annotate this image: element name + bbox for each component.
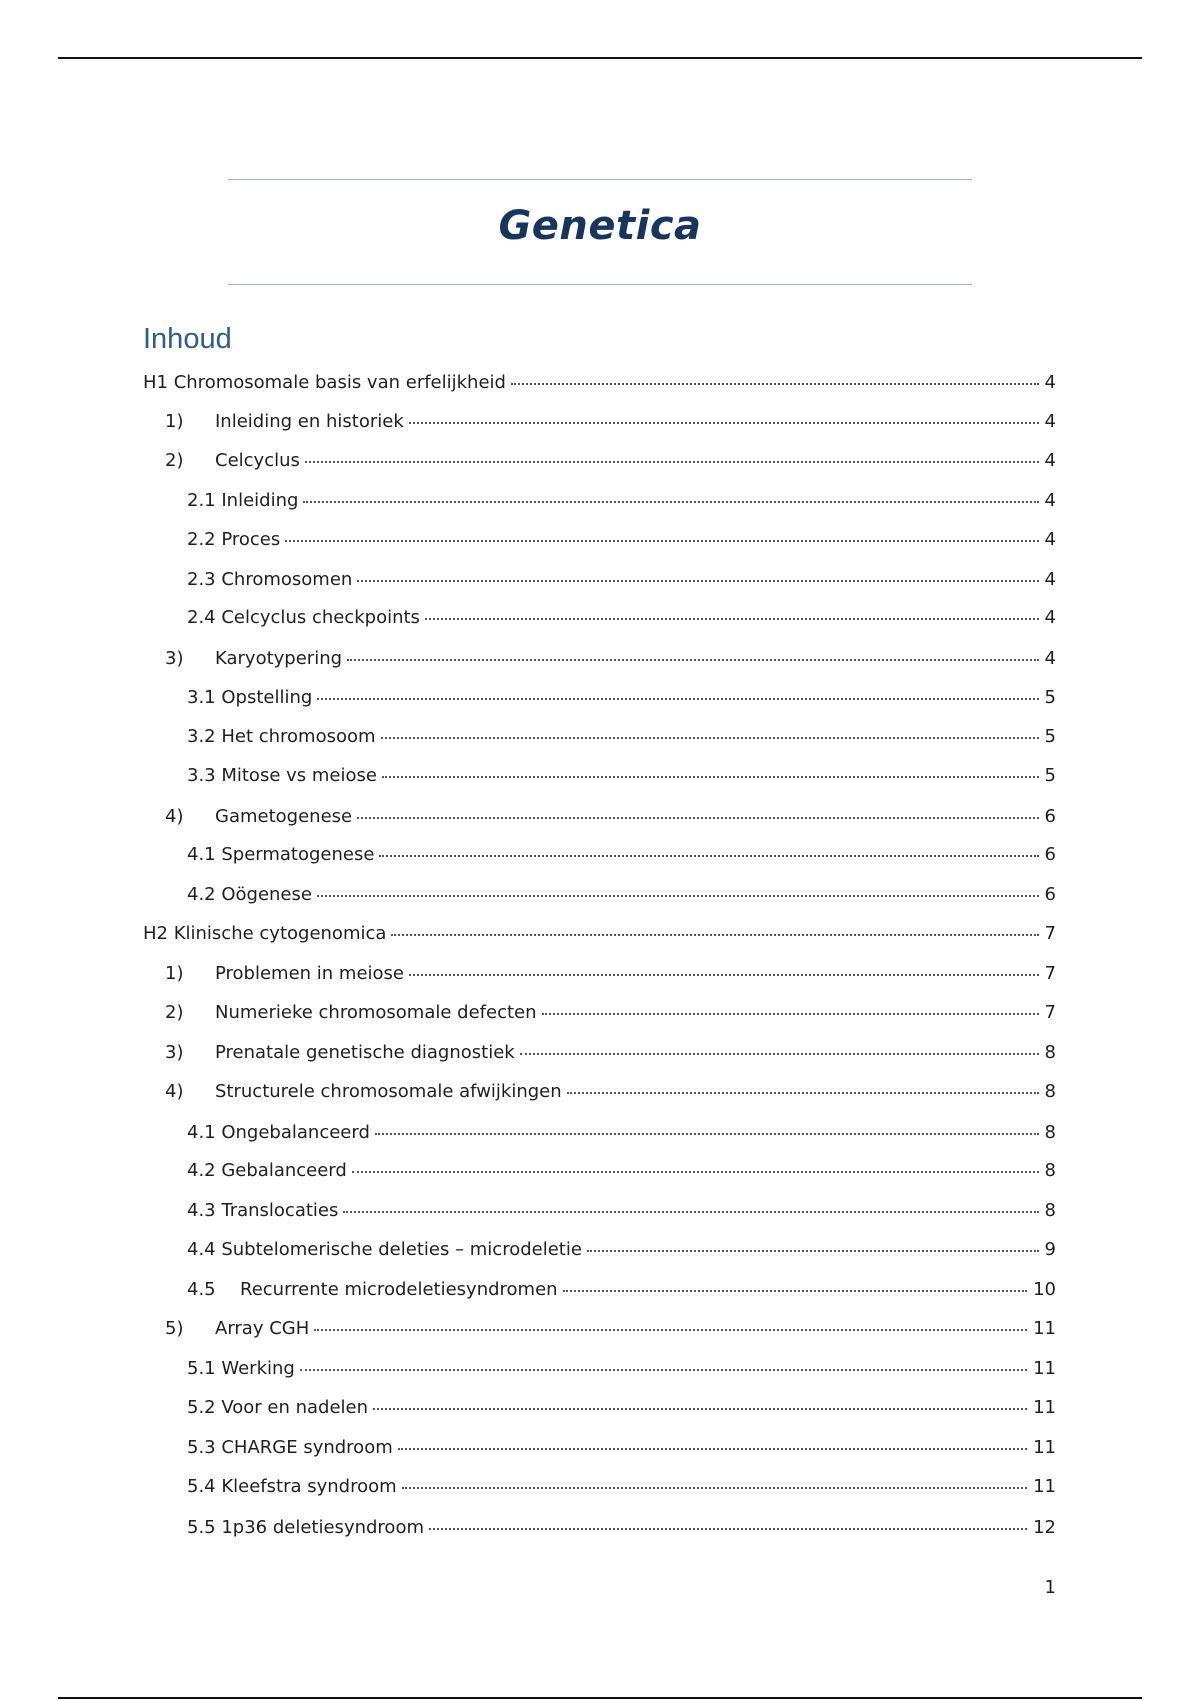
- toc-dot-leader: [587, 1232, 1039, 1252]
- toc-entry[interactable]: [187, 1196, 1056, 1222]
- toc-entry[interactable]: [187, 565, 1056, 591]
- toc-dot-leader: [563, 1272, 1028, 1292]
- toc-entry-number: 2): [165, 1002, 184, 1023]
- toc-entry-page: 11: [1033, 1397, 1056, 1418]
- footer-rule: [58, 1697, 1142, 1699]
- toc-dot-leader: [300, 1351, 1027, 1371]
- toc-entry-label: Prenatale genetische diagnostiek: [215, 1042, 515, 1063]
- toc-dot-leader: [391, 916, 1038, 936]
- toc-entry-page: 12: [1033, 1517, 1056, 1538]
- toc-entry-label: Gametogenese: [215, 806, 353, 827]
- document-title: Genetica: [498, 203, 702, 249]
- toc-entry-number: 4): [165, 1081, 184, 1102]
- toc-dot-leader: [520, 1035, 1039, 1055]
- toc-dot-leader: [425, 600, 1039, 620]
- toc-entry[interactable]: [187, 761, 1056, 787]
- toc-entry-label: Celcyclus: [215, 450, 300, 471]
- toc-entry-page: 9: [1044, 1239, 1056, 1260]
- toc-dot-leader: [357, 799, 1038, 819]
- toc-entry[interactable]: [187, 1156, 1056, 1182]
- toc-entry-label: 2.1 Inleiding: [187, 490, 299, 511]
- toc-entry-number: 2): [165, 450, 184, 471]
- toc-entry[interactable]: [165, 998, 1056, 1024]
- toc-entry[interactable]: [187, 525, 1056, 551]
- toc-chapter-entry[interactable]: [143, 368, 1056, 394]
- toc-dot-leader: [375, 1115, 1039, 1135]
- toc-entry-label: 4.2 Oögenese: [187, 884, 312, 905]
- toc-entry-page: 11: [1033, 1437, 1056, 1458]
- toc-dot-leader: [511, 365, 1039, 385]
- toc-dot-leader: [285, 522, 1038, 542]
- toc-entry-number: 4.5: [187, 1279, 216, 1300]
- toc-entry-page: 11: [1033, 1318, 1056, 1339]
- toc-entry-label: Problemen in meiose: [215, 963, 404, 984]
- toc-entry-label: H1 Chromosomale basis van erfelijkheid: [143, 372, 506, 393]
- toc-dot-leader: [343, 1193, 1038, 1213]
- toc-entry-page: 4: [1044, 450, 1056, 471]
- toc-dot-leader: [317, 680, 1038, 700]
- toc-entry-label: 5.1 Werking: [187, 1358, 295, 1379]
- toc-entry-number: 3): [165, 648, 184, 669]
- toc-entry-page: 11: [1033, 1476, 1056, 1497]
- toc-entry[interactable]: [165, 1314, 1056, 1340]
- toc-entry-label: 4.4 Subtelomerische deleties – microdeletie: [187, 1239, 582, 1260]
- toc-entry-label: Karyotypering: [215, 648, 343, 669]
- toc-entry-page: 4: [1044, 411, 1056, 432]
- toc-entry-label: 3.2 Het chromosoom: [187, 726, 376, 747]
- toc-dot-leader: [357, 562, 1038, 582]
- toc-entry[interactable]: [187, 1235, 1056, 1261]
- toc-entry-label: 3.3 Mitose vs meiose: [187, 765, 377, 786]
- toc-entry[interactable]: [165, 1038, 1056, 1064]
- toc-entry-page: 11: [1033, 1358, 1056, 1379]
- toc-entry-label: 4.3 Translocaties: [187, 1200, 339, 1221]
- toc-entry[interactable]: [165, 959, 1056, 985]
- toc-entry[interactable]: [187, 1433, 1056, 1459]
- toc-entry-page: 7: [1044, 963, 1056, 984]
- toc-entry-label: 5.3 CHARGE syndroom: [187, 1437, 393, 1458]
- toc-entry-label: 4.1 Spermatogenese: [187, 844, 375, 865]
- toc-entry[interactable]: [165, 802, 1056, 828]
- toc-entry-label: 4.2 Gebalanceerd: [187, 1160, 347, 1181]
- toc-entry-page: 4: [1044, 372, 1056, 393]
- toc-entry[interactable]: [165, 644, 1056, 670]
- toc-entry-page: 6: [1044, 806, 1056, 827]
- toc-dot-leader: [402, 1469, 1027, 1489]
- toc-entry-page: 7: [1044, 923, 1056, 944]
- toc-entry[interactable]: [187, 603, 1056, 629]
- toc-entry[interactable]: [165, 446, 1056, 472]
- toc-dot-leader: [373, 1390, 1027, 1410]
- toc-entry-label: 4.1 Ongebalanceerd: [187, 1122, 370, 1143]
- toc-entry-label: Structurele chromosomale afwijkingen: [215, 1081, 562, 1102]
- toc-entry-label: 5.4 Kleefstra syndroom: [187, 1476, 397, 1497]
- toc-heading: Inhoud: [143, 323, 232, 355]
- toc-entry-page: 8: [1044, 1160, 1056, 1181]
- toc-entry-page: 6: [1044, 884, 1056, 905]
- toc-entry-label: H2 Klinische cytogenomica: [143, 923, 387, 944]
- toc-entry[interactable]: [165, 1077, 1056, 1103]
- toc-entry-page: 4: [1044, 569, 1056, 590]
- toc-dot-leader: [317, 877, 1039, 897]
- toc-entry-label: 3.1 Opstelling: [187, 687, 313, 708]
- toc-entry[interactable]: [165, 407, 1056, 433]
- toc-entry[interactable]: [187, 1472, 1056, 1498]
- toc-entry[interactable]: [187, 683, 1056, 709]
- toc-entry-number: 1): [165, 963, 184, 984]
- toc-entry-label: Inleiding en historiek: [215, 411, 404, 432]
- toc-entry-page: 10: [1033, 1279, 1056, 1300]
- toc-dot-leader: [314, 1311, 1027, 1331]
- toc-dot-leader: [409, 404, 1039, 424]
- toc-dot-leader: [409, 956, 1039, 976]
- toc-entry-page: 7: [1044, 1002, 1056, 1023]
- toc-entry-page: 4: [1044, 490, 1056, 511]
- toc-entry[interactable]: [187, 1513, 1056, 1539]
- toc-entry[interactable]: [187, 1354, 1056, 1380]
- toc-entry-label: 5.2 Voor en nadelen: [187, 1397, 369, 1418]
- toc-entry-number: 4): [165, 806, 184, 827]
- toc-dot-leader: [347, 641, 1039, 661]
- toc-entry[interactable]: [187, 880, 1056, 906]
- toc-entry-label: 2.3 Chromosomen: [187, 569, 353, 590]
- toc-dot-leader: [542, 995, 1039, 1015]
- toc-entry-label: 2.4 Celcyclus checkpoints: [187, 607, 420, 628]
- toc-dot-leader: [398, 1430, 1027, 1450]
- toc-entry-label: 2.2 Proces: [187, 529, 281, 550]
- toc-dot-leader: [381, 719, 1039, 739]
- toc-entry-page: 4: [1044, 648, 1056, 669]
- toc-dot-leader: [352, 1153, 1039, 1173]
- toc-entry-page: 8: [1044, 1122, 1056, 1143]
- toc-entry-label: Recurrente microdeletiesyndromen: [240, 1279, 558, 1300]
- toc-entry-number: 3): [165, 1042, 184, 1063]
- toc-entry-page: 5: [1044, 726, 1056, 747]
- toc-entry-number: 5): [165, 1318, 184, 1339]
- toc-entry[interactable]: [187, 722, 1056, 748]
- toc-entry-label: Array CGH: [215, 1318, 310, 1339]
- toc-entry[interactable]: [187, 1393, 1056, 1419]
- toc-dot-leader: [305, 443, 1039, 463]
- toc-entry[interactable]: [187, 1118, 1056, 1144]
- toc-entry-label: Numerieke chromosomale defecten: [215, 1002, 537, 1023]
- toc-dot-leader: [567, 1074, 1039, 1094]
- toc-entry-page: 6: [1044, 844, 1056, 865]
- toc-chapter-entry[interactable]: [143, 919, 1056, 945]
- toc-entry-page: 5: [1044, 765, 1056, 786]
- toc-entry-page: 4: [1044, 529, 1056, 550]
- toc-entry-page: 4: [1044, 607, 1056, 628]
- toc-entry[interactable]: [187, 486, 1056, 512]
- toc-entry[interactable]: [187, 1275, 1056, 1301]
- toc-dot-leader: [379, 837, 1038, 857]
- toc-entry-number: 1): [165, 411, 184, 432]
- toc-dot-leader: [429, 1510, 1027, 1530]
- toc-entry-page: 8: [1044, 1042, 1056, 1063]
- page-number: 1: [1044, 1577, 1056, 1598]
- toc-dot-leader: [382, 758, 1039, 778]
- toc-entry-page: 8: [1044, 1081, 1056, 1102]
- toc-dot-leader: [303, 483, 1038, 503]
- toc-entry[interactable]: [187, 840, 1056, 866]
- toc-entry-page: 5: [1044, 687, 1056, 708]
- toc-entry-page: 8: [1044, 1200, 1056, 1221]
- toc-entry-label: 5.5 1p36 deletiesyndroom: [187, 1517, 424, 1538]
